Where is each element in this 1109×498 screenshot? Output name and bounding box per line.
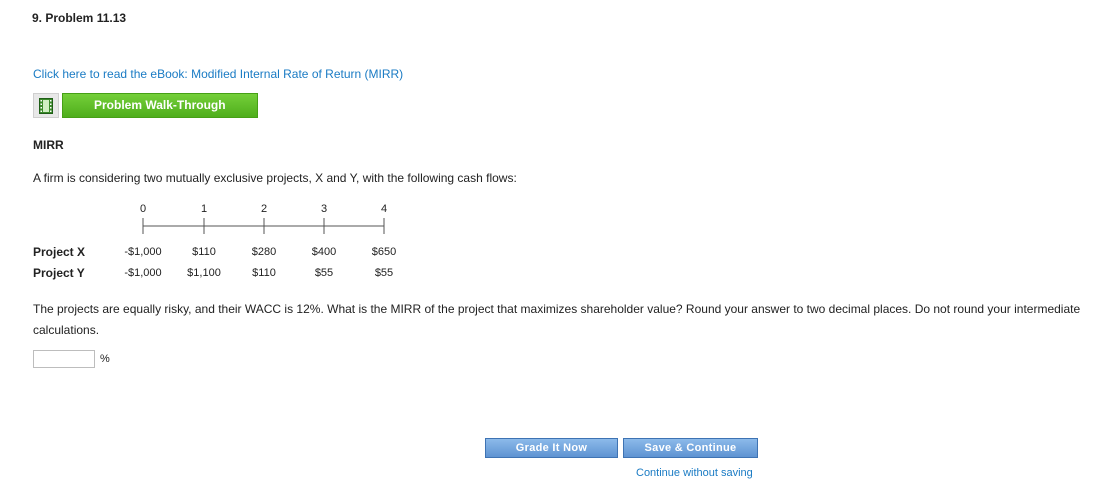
project-y-cf-4: $55: [374, 267, 394, 279]
project-x-cf-3: $400: [311, 246, 337, 258]
question-text: The projects are equally risky, and their WACC is 12%. What is the MIRR of the project that maximizes shareholder value? Round your answer to two decimal places. Do not round your intermediate calculations.: [33, 302, 1081, 337]
film-icon[interactable]: [33, 93, 59, 118]
project-y-cf-3: $55: [314, 267, 334, 279]
project-x-label: Project X: [33, 245, 86, 259]
project-y-cf-0: -$1,000: [124, 267, 162, 279]
page-title: 9. Problem 11.13: [32, 11, 127, 25]
answer-unit: %: [100, 353, 110, 365]
project-x-cf-2: $280: [251, 246, 277, 258]
project-x-cf-0: -$1,000: [124, 246, 162, 258]
project-x-cf-1: $110: [192, 246, 216, 258]
project-y-cf-1: $1,100: [187, 267, 221, 279]
continue-without-saving-link[interactable]: Continue without saving: [636, 467, 753, 479]
answer-input[interactable]: [33, 350, 95, 368]
period-label-0: 0: [139, 203, 147, 215]
project-y-cf-2: $110: [252, 267, 276, 279]
save-and-continue-button[interactable]: Save & Continue: [623, 438, 758, 458]
section-heading: MIRR: [33, 138, 64, 152]
problem-walkthrough-button[interactable]: Problem Walk-Through: [62, 93, 258, 118]
project-y-label: Project Y: [33, 266, 85, 280]
walkthrough-group: [33, 93, 258, 118]
ebook-link[interactable]: Click here to read the eBook: Modified Internal Rate of Return (MIRR): [33, 67, 404, 81]
problem-intro: A firm is considering two mutually exclusive projects, X and Y, with the following cash flows:: [33, 171, 517, 185]
period-label-3: 3: [320, 203, 328, 215]
period-label-1: 1: [200, 203, 208, 215]
cash-flow-timeline: [0, 216, 1109, 238]
period-label-2: 2: [260, 203, 268, 215]
period-label-4: 4: [380, 203, 388, 215]
grade-it-now-button[interactable]: Grade It Now: [485, 438, 618, 458]
project-x-cf-4: $650: [371, 246, 397, 258]
